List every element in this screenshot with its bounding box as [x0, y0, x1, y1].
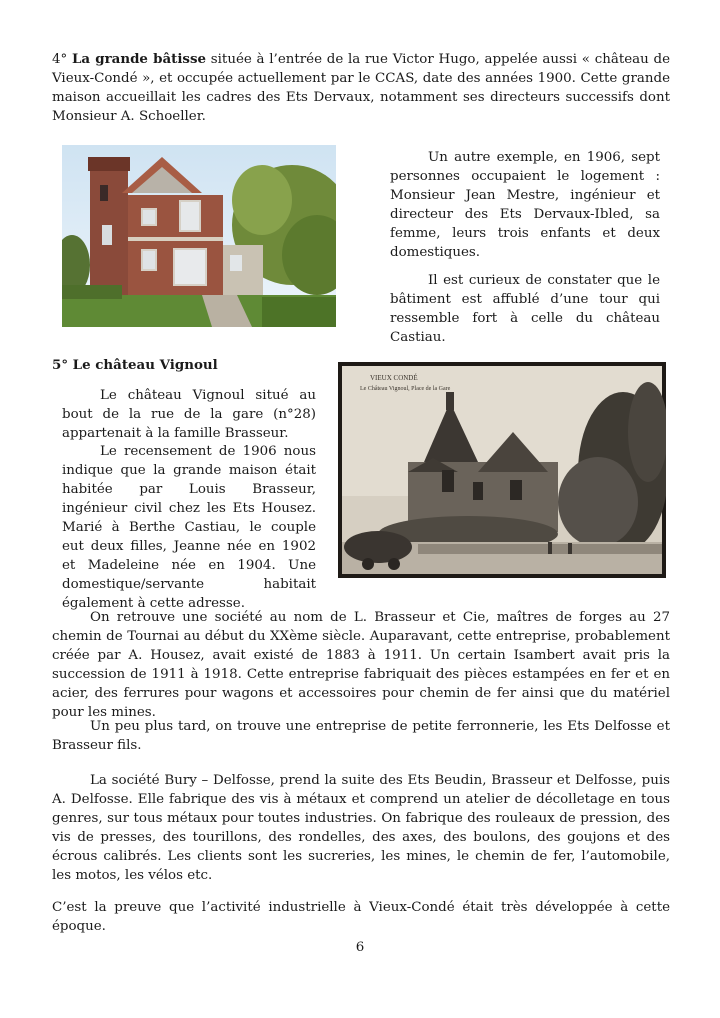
grande-batisse-photo — [62, 145, 336, 327]
section4-number: 4° — [52, 52, 68, 67]
body-paragraph-3: La société Bury – Delfosse, prend la suite des Ets Beudin, Brasseur et Delfosse, puis A. Delfosse. Elle fabrique des vis à métaux et comprend un atelier de décolletage en tous genres, sur tous métaux pour toutes industries. On fabrique des rouleaux de pression, des vis de presses, des tourillons, des rondelles, des axes, des boulons, des goujons et des écrous calibrés. Les clients sont les sucreries, les mines, le chemin de fer, l’automobile, les motos, les vélos etc. — [52, 773, 670, 883]
section4-side-paragraph-1: Un autre exemple, en 1906, sept personnes occupaient le logement : Monsieur Jean Mestre, ingénieur et directeur des Ets Dervaux-Ibled, sa femme, leurs trois enfants et deux domestiques. — [390, 150, 660, 260]
section4-side-paragraph-2: Il est curieux de constater que le bâtiment est affublé d’une tour qui ressemble fort à celle du château Castiau. — [390, 273, 660, 345]
postcard-caption-town: VIEUX CONDÉ — [370, 374, 418, 382]
section5-paragraph-2: Le recensement de 1906 nous indique que la grande maison était habitée par Louis Brasseur, ingénieur civil chez les Ets Housez. Marié à Berthe Castiau, le couple eut deux filles, Jeanne née en 1902 et Madeleine née en 1904. Une domestique/servante habitait également à cette adresse. — [62, 444, 316, 611]
section4-intro — [52, 50, 670, 126]
body-paragraph-2: Un peu plus tard, on trouve une entreprise de petite ferronnerie, les Ets Delfosse et Brasseur fils. — [52, 719, 670, 753]
postcard-caption-title: Le Château Vignoul, Place de la Gare — [360, 386, 451, 392]
page-number: 6 — [355, 940, 365, 955]
section4-text: située à l’entrée de la rue Victor Hugo, appelée aussi « château de Vieux-Condé », et occupée actuellement par le CCAS, date des années 1900. Cette grande maison accueillait les cadres des Ets Dervaux, notamment ses directeurs successifs dont Monsieur A. Schoeller. — [52, 52, 671, 124]
section5-heading: 5° Le château Vignoul — [52, 357, 218, 373]
section4-title: La grande bâtisse — [71, 51, 207, 67]
chateau-vignoul-postcard — [338, 362, 666, 578]
conclusion-paragraph: C’est la preuve que l’activité industrielle à Vieux-Condé était très développée à cette époque. — [52, 900, 670, 934]
section5-paragraph-1: Le château Vignoul situé au bout de la rue de la gare (n°28) appartenait à la famille Brasseur. — [62, 388, 316, 441]
body-paragraph-1: On retrouve une société au nom de L. Brasseur et Cie, maîtres de forges au 27 chemin de Tournai au début du XXème siècle. Auparavant, cette entreprise, probablement créée par A. Housez, avait existé de 1883 à 1911. Un certain Isambert avait pris la succession de 1911 à 1918. Cette entreprise fabriquait des pièces estampées en fer et en acier, des ferrures pour wagons et accessoires pour chemin de fer ainsi que du matériel pour les mines. — [52, 610, 670, 720]
